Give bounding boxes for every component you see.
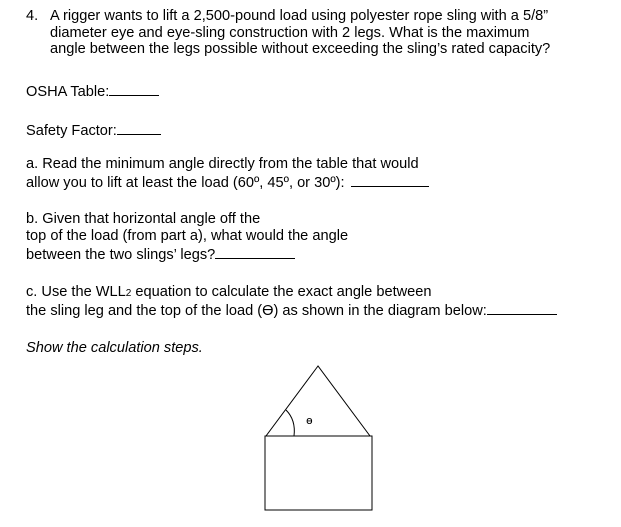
part-c-text-pre: c. Use the WLL (26, 284, 126, 300)
part-b-text: between the two slings’ legs? (26, 247, 216, 263)
question-number: 4. (26, 8, 39, 24)
theta-label: ɵ (306, 414, 313, 427)
part-b-line-2: top of the load (from part a), what would the angle (26, 228, 349, 244)
question-line-1: A rigger wants to lift a 2,500-pound load using polyester rope sling with a 5/8” (50, 8, 549, 24)
load-box (265, 436, 372, 510)
sling-triangle (266, 366, 370, 436)
angle-arc (286, 410, 294, 436)
part-c-text-2: the sling leg and the top of the load (Ɵ) as shown in the diagram below: (26, 303, 487, 319)
show-calculation-instruction: Show the calculation steps. (26, 340, 203, 356)
part-a-line-1: a. Read the minimum angle directly from the table that would (26, 156, 419, 172)
part-c-text-post: equation to calculate the exact angle between (131, 284, 432, 300)
question-line-3: angle between the legs possible without exceeding the sling’s rated capacity? (50, 41, 551, 57)
part-a-text: allow you to lift at least the load (60º, 45º, or 30º): (26, 175, 345, 191)
question-line-2: diameter eye and eye-sling construction with 2 legs. What is the maximum (50, 24, 530, 41)
part-b-line-1: b. Given that horizontal angle off the (26, 211, 261, 227)
part-c-subscript: 2 (125, 288, 132, 299)
safety-factor-label: Safety Factor: (26, 123, 117, 139)
osha-table-label: OSHA Table: (26, 84, 110, 100)
